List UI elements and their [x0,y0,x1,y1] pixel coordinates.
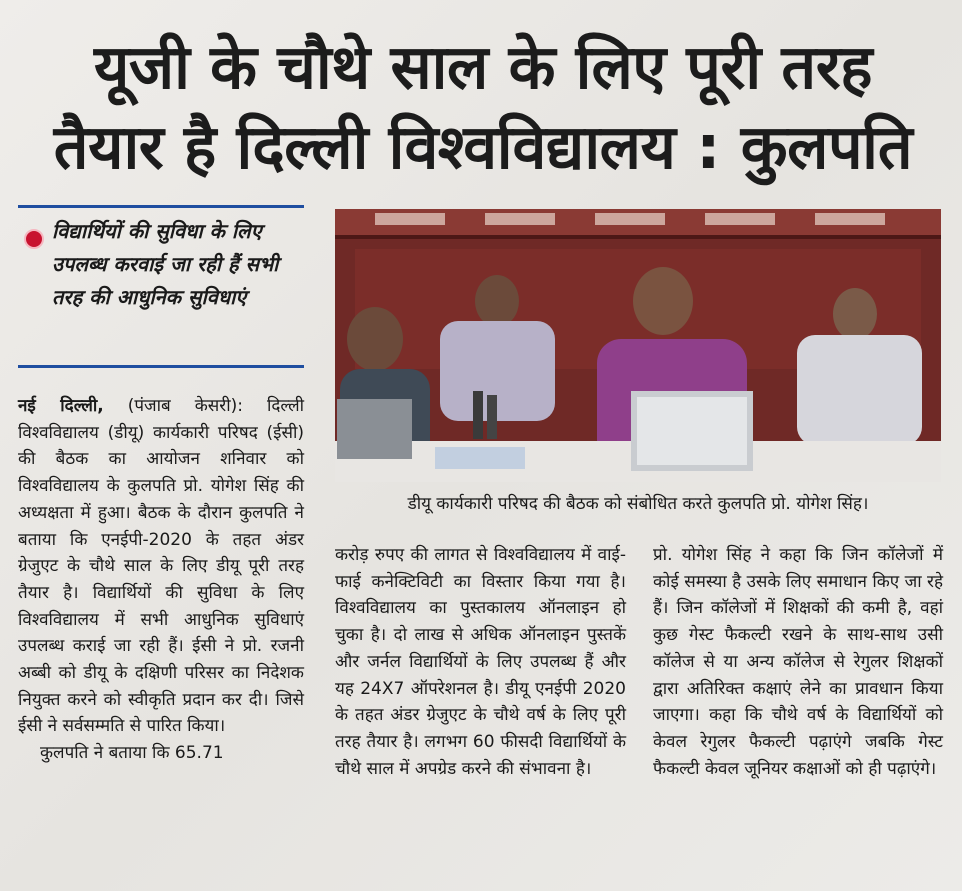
headline [18,28,948,188]
article-paragraph-2 [18,740,304,767]
photo-caption: डीयू कार्यकारी परिषद की बैठक को संबोधित करते कुलपति प्रो. योगेश सिंह। [407,494,869,514]
kicker-box [18,205,304,369]
kicker-top-rule [18,205,304,208]
article-paragraph-2-text: कुलपति ने बताया कि 65.71 [40,743,224,764]
headline-line-2: तैयार है दिल्ली विश्वविद्यालय : कुलपति [53,112,913,183]
kicker-bottom-rule [18,365,304,368]
headline-line-1: यूजी के चौथे साल के लिए पूरी तरह [93,32,873,103]
kicker-text: विद्यार्थियों की सुविधा के लिए उपलब्ध करवाई जा रही हैं सभी तरह की आधुनिक सुविधाएं [52,219,279,309]
article-paragraph-1 [18,393,304,740]
article-paragraph-1-text: (पंजाब केसरी): दिल्ली विश्वविद्यालय (डीयू) कार्यकारी परिषद (ईसी) की बैठक का आयोजन शनिवार को विश्वविद्यालय के कुलपति प्रो. योगेश सिंह की अध्यक्षता में हुआ। बैठक के दौरान कुलपति ने बताया कि एनईपी-2020 के तहत अंडर ग्रेजुएट के चौथे साल के लिए डीयू पूरी तरह तैयार है। विद्यार्थियों की सुविधा के लिए विश्वविद्यालय में सभी आधुनिक सुविधाएं उपलब्ध कराई जा रही हैं। ईसी ने प्रो. रजनी अब्बी को डीयू के दक्षिणी परिसर का निदेशक नियुक्त करने को स्वीकृति प्रदान कर दी। जिसे ईसी ने सर्वसम्मति से पारित किया। [18,396,305,737]
dateline: नई दिल्ली, [18,396,104,416]
article-column-2: करोड़ रुपए की लागत से विश्वविद्यालय में वाई-फाई कनेक्टिविटी का विस्तार किया गया है। विश्वविद्यालय का पुस्तकालय ऑनलाइन हो चुका है। दो लाख से अधिक ऑनलाइन पुस्तकें और जर्नल विद्यार्थियों के लिए उपलब्ध हैं और यह 24X7 ऑपरेशनल है। डीयू एनईपी 2020 के तहत अंडर ग्रेजुएट के चौथे वर्ष के लिए पूरी तरह तैयार है। लगभग 60 फीसदी विद्यार्थियों के चौथे साल में अपग्रेड करने की संभावना है। [335,545,626,779]
bullet-dot-icon [24,229,44,249]
meeting-photo [335,209,941,482]
article-column-3: प्रो. योगेश सिंह ने कहा कि जिन कॉलेजों में कोई समस्या है उसके लिए समाधान किए जा रहे हैं। जिन कॉलेजों में शिक्षकों की कमी है, वहां कुछ गेस्ट फैकल्टी रखने के साथ-साथ उसी कॉलेज से या अन्य कॉलेज से रेगुलर शिक्षकों द्वारा अतिरिक्त कक्षाएं लेने का प्रावधान किया जाएगा। कहा कि चौथे वर्ष के विद्यार्थियों को केवल रेगुलर फैकल्टी पढ़ाएंगे जबकि गेस्ट फैकल्टी केवल जूनियर कक्षाओं को ही पढ़ाएंगे। [653,545,944,779]
meeting-photo-illustration [335,209,941,482]
article-column-1 [18,393,304,767]
